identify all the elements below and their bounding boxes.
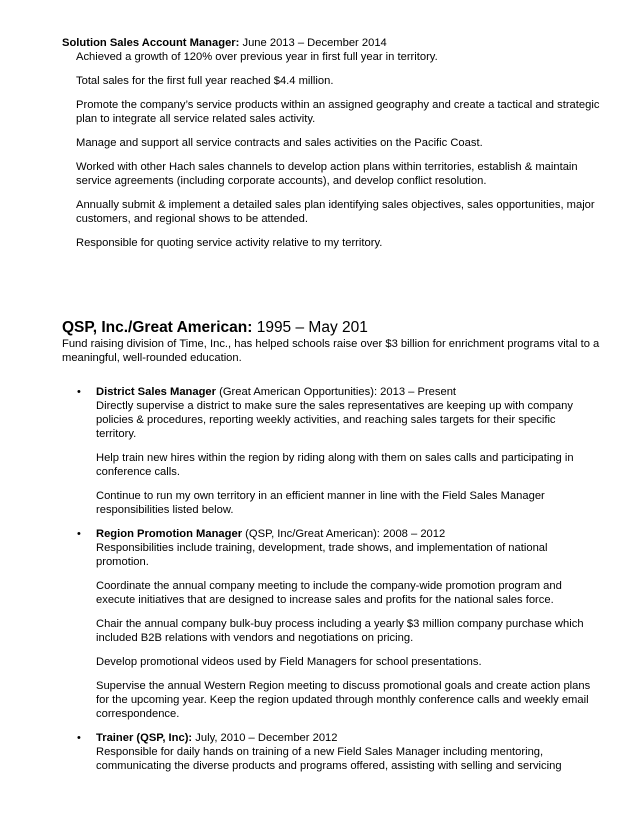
- job-dates: June 2013 – December 2014: [239, 37, 387, 49]
- bullet-icon: •: [77, 732, 81, 744]
- job-paragraph: Responsible for quoting service activity relative to my territory.: [76, 237, 383, 249]
- job-paragraph: Promote the company’s service products within an assigned geography and create a tactical and strategic plan to integrate all service related sales activity.: [76, 99, 600, 125]
- job-details: [76, 50, 602, 250]
- job-paragraph: Worked with other Hach sales channels to develop action plans within territories, establish & maintain service agreements (including corporate accounts), and develop conflict resolution.: [76, 161, 578, 187]
- job-paragraph: Annually submit & implement a detailed sales plan identifying sales objectives, sales opportunities, major customers, and regional shows to be attended.: [76, 199, 595, 225]
- company-heading: [62, 318, 607, 337]
- job-heading: [62, 36, 602, 50]
- job-solution-sales-account-manager: [62, 36, 602, 260]
- job-paragraph: Manage and support all service contracts and sales activities on the Pacific Coast.: [76, 137, 483, 149]
- role-title: Trainer (QSP, Inc):: [96, 732, 193, 744]
- bullet-icon: •: [77, 528, 81, 540]
- role-list: [75, 385, 595, 783]
- role-dates: July, 2010 – December 2012: [192, 732, 338, 744]
- role-heading: [96, 527, 595, 569]
- role-title: Region Promotion Manager: [96, 528, 243, 540]
- role-dates: (QSP, Inc/Great American): 2008 – 2012: [242, 528, 446, 540]
- role-heading: [96, 731, 595, 773]
- role-paragraph: Coordinate the annual company meeting to include the company-wide promotion program and execute initiatives that are designed to increase sales and profits for the national sales force.: [96, 580, 562, 606]
- role-trainer: [75, 731, 595, 773]
- role-paragraph: Develop promotional videos used by Field Managers for school presentations.: [96, 656, 482, 668]
- company-name: QSP, Inc./Great American:: [62, 319, 253, 336]
- role-dates: (Great American Opportunities): 2013 – Present: [216, 386, 457, 398]
- job-paragraph: Achieved a growth of 120% over previous year in first full year in territory.: [76, 51, 438, 63]
- role-paragraph: Directly supervise a district to make sure the sales representatives are keeping up with company policies & procedures, reporting weekly activities, and reaching sales targets for their specific territory.: [96, 400, 573, 440]
- role-title: District Sales Manager: [96, 386, 217, 398]
- role-paragraph: Chair the annual company bulk-buy process including a yearly $3 million company purchase which included B2B relations with vendors and negotiations on pricing.: [96, 618, 584, 644]
- job-paragraph: Total sales for the first full year reached $4.4 million.: [76, 75, 334, 87]
- company-section: [62, 318, 607, 365]
- company-dates: 1995 – May 201: [252, 319, 368, 336]
- role-paragraph: Help train new hires within the region by riding along with them on sales calls and participating in conference calls.: [96, 452, 574, 478]
- company-description: Fund raising division of Time, Inc., has helped schools raise over $3 billion for enrichment programs vital to a meaningful, well-rounded education.: [62, 338, 600, 364]
- role-district-sales-manager: [75, 385, 595, 517]
- role-heading: [96, 385, 595, 441]
- role-paragraph: Responsibilities include training, development, trade shows, and implementation of national promotion.: [96, 542, 548, 568]
- job-title: Solution Sales Account Manager:: [62, 37, 240, 49]
- role-region-promotion-manager: [75, 527, 595, 721]
- role-paragraph: Responsible for daily hands on training of a new Field Sales Manager including mentoring, communicating the diverse products and programs offered, assisting with selling and servicing: [96, 746, 562, 772]
- role-paragraph: Supervise the annual Western Region meeting to discuss promotional goals and create action plans for the upcoming year. Keep the region updated through monthly conference calls and weekly email correspondence.: [96, 680, 591, 720]
- role-paragraph: Continue to run my own territory in an efficient manner in line with the Field Sales Manager responsibilities listed below.: [96, 490, 545, 516]
- bullet-icon: •: [77, 386, 81, 398]
